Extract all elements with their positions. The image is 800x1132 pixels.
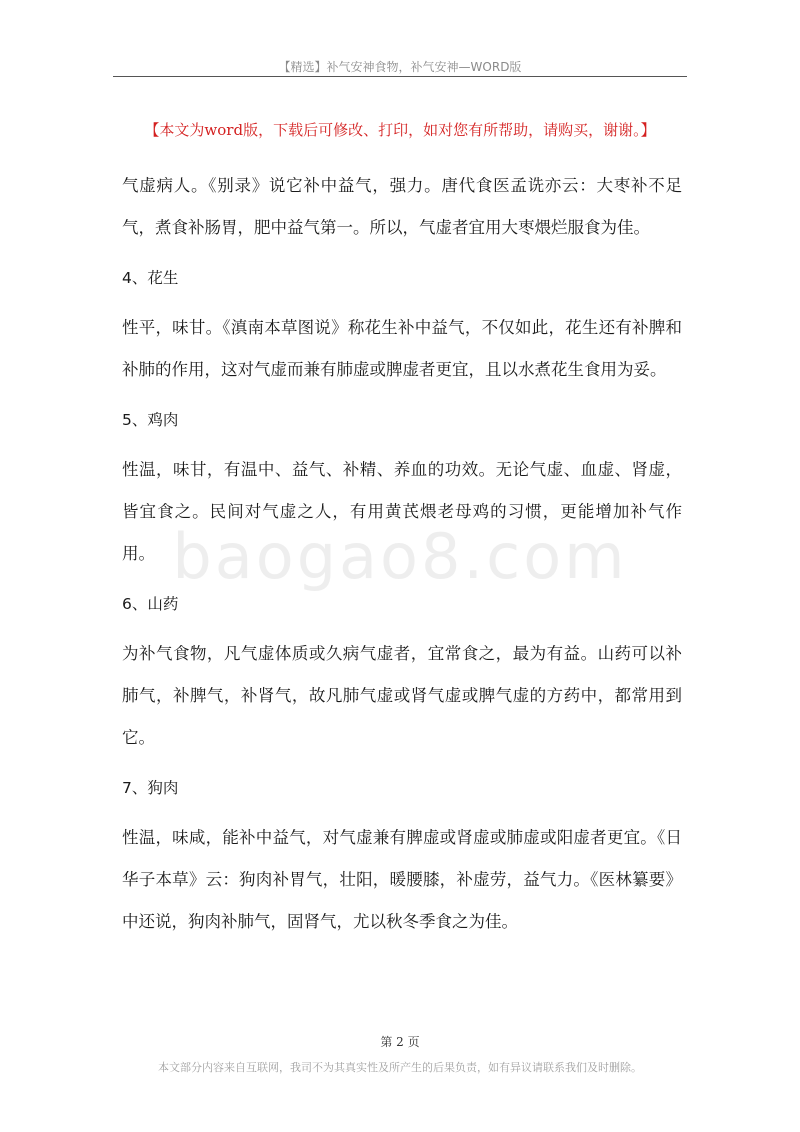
section-heading-yam: 6、山药 (122, 595, 179, 613)
section-text-yam: 为补气食物，凡气虚体质或久病气虚者，宜常食之，最为有益。山药可以补肺气，补脾气，补肾气，故凡肺气虚或肾气虚或脾气虚的方药中，都常用到它。 (122, 644, 682, 747)
section-text-peanut: 性平，味甘。《滇南本草图说》称花生补中益气，不仅如此，花生还有补脾和补肺的作用，这对气虚而兼有肺虚或脾虚者更宜，且以水煮花生食用为妥。 (122, 318, 682, 379)
section-heading-peanut: 4、花生 (122, 269, 179, 287)
header-divider (113, 76, 687, 77)
section-text-chicken: 性温，味甘，有温中、益气、补精、养血的功效。无论气虚、血虚、肾虚，皆宜食之。民间对气虚之人，有用黄芪煨老母鸡的习惯，更能增加补气作用。 (122, 460, 682, 563)
section-heading-chicken: 5、鸡肉 (122, 411, 179, 429)
intro-paragraph: 气虚病人。《别录》说它补中益气，强力。唐代食医孟诜亦云：大枣补不足气，煮食补肠胃，肥中益气第一。所以，气虚者宜用大枣煨烂服食为佳。 (122, 176, 682, 237)
page-header-title: 【精选】补气安神食物，补气安神—WORD版 (278, 60, 522, 74)
footer-disclaimer: 本文部分内容来自互联网，我司不为其真实性及所产生的后果负责，如有异议请联系我们及时删除。 (158, 1061, 642, 1074)
document-body (122, 165, 682, 951)
page-number: 第 2 页 (380, 1035, 420, 1049)
watermark: baogao8.com (172, 520, 628, 593)
download-notice: 【本文为word版，下载后可修改、打印，如对您有所帮助，请购买，谢谢。】 (144, 121, 656, 139)
section-heading-dog-meat: 7、狗肉 (122, 779, 179, 797)
section-text-dog-meat: 性温，味咸，能补中益气，对气虚兼有脾虚或肾虚或肺虚或阳虚者更宜。《日华子本草》云：狗肉补胃气，壮阳，暖腰膝，补虚劳，益气力。《医林纂要》中还说，狗肉补肺气，固肾气，尤以秋冬季食之为佳。 (122, 828, 682, 931)
